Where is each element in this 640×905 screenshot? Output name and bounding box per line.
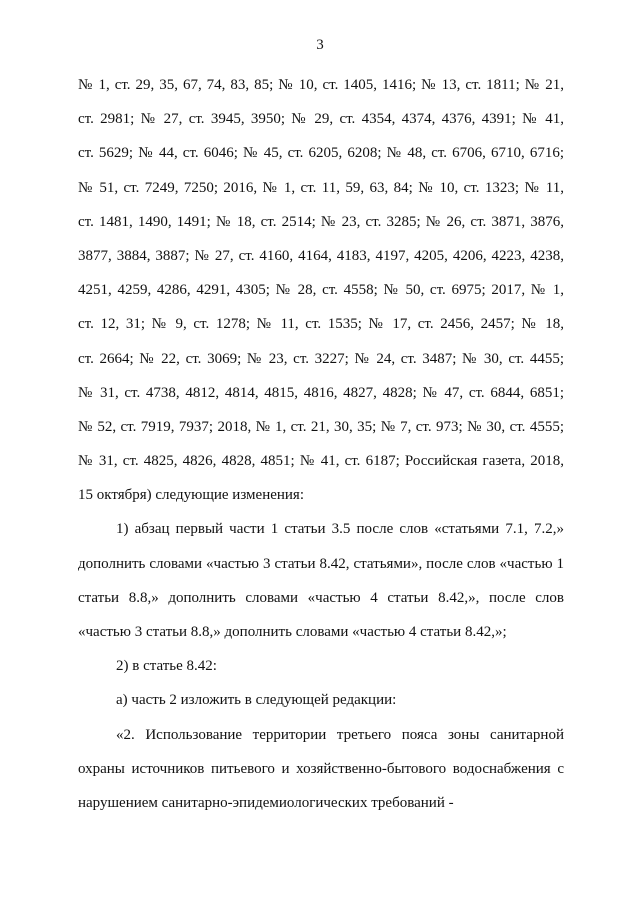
text-line: 3877, 3884, 3887; № 27, ст. 4160, 4164, 4183, 4197, 4205, 4206, 4223, 4238, — [78, 247, 564, 264]
text-line: № 31, ст. 4738, 4812, 4814, 4815, 4816, 4827, 4828; № 47, ст. 6844, 6851; — [78, 384, 564, 401]
text-line: охраны источников питьевого и хозяйственно-бытового водоснабжения с — [78, 760, 564, 777]
text-line: 4251, 4259, 4286, 4291, 4305; № 28, ст. 4558; № 50, ст. 6975; 2017, № 1, — [78, 282, 564, 299]
text-line: «2. Использование территории третьего пояса зоны санитарной — [116, 726, 564, 743]
document-body — [78, 68, 564, 820]
text-line: № 1, ст. 29, 35, 67, 74, 83, 85; № 10, ст. 1405, 1416; № 13, ст. 1811; № 21, — [78, 77, 564, 93]
page-number: 3 — [316, 37, 324, 53]
text-line: 15 октября) следующие изменения: — [78, 487, 304, 504]
text-line: ст. 12, 31; № 9, ст. 1278; № 11, ст. 1535; № 17, ст. 2456, 2457; № 18, — [78, 316, 564, 333]
text-line: статьи 8.8,» дополнить словами «частью 4 статьи 8.42,», после слов — [78, 589, 564, 606]
text-line: «частью 3 статьи 8.8,» дополнить словами «частью 4 статьи 8.42,»; — [78, 624, 507, 640]
text-line: № 51, ст. 7249, 7250; 2016, № 1, ст. 11, 59, 63, 84; № 10, ст. 1323; № 11, — [78, 179, 564, 196]
text-line: ст. 2981; № 27, ст. 3945, 3950; № 29, ст. 4354, 4374, 4376, 4391; № 41, — [78, 111, 564, 128]
text-line: ст. 2664; № 22, ст. 3069; № 23, ст. 3227; № 24, ст. 3487; № 30, ст. 4455; — [78, 350, 564, 367]
text-line: № 52, ст. 7919, 7937; 2018, № 1, ст. 21, 30, 35; № 7, ст. 973; № 30, ст. 4555; — [78, 418, 564, 435]
text-line: дополнить словами «частью 3 статьи 8.42, статьями», после слов «частью 1 — [78, 555, 564, 572]
text-line: ст. 5629; № 44, ст. 6046; № 45, ст. 6205, 6208; № 48, ст. 6706, 6710, 6716; — [78, 145, 564, 162]
text-line: 2) в статье 8.42: — [116, 658, 217, 675]
text-line: № 31, ст. 4825, 4826, 4828, 4851; № 41, ст. 6187; Российская газета, 2018, — [78, 453, 564, 470]
text-line: ст. 1481, 1490, 1491; № 18, ст. 2514; № 23, ст. 3285; № 26, ст. 3871, 3876, — [78, 213, 564, 230]
text-line: 1) абзац первый части 1 статьи 3.5 после слов «статьями 7.1, 7.2,» — [116, 521, 564, 538]
text-line: нарушением санитарно-эпидемиологических требований - — [78, 794, 454, 811]
text-line: а) часть 2 изложить в следующей редакции: — [116, 692, 397, 709]
